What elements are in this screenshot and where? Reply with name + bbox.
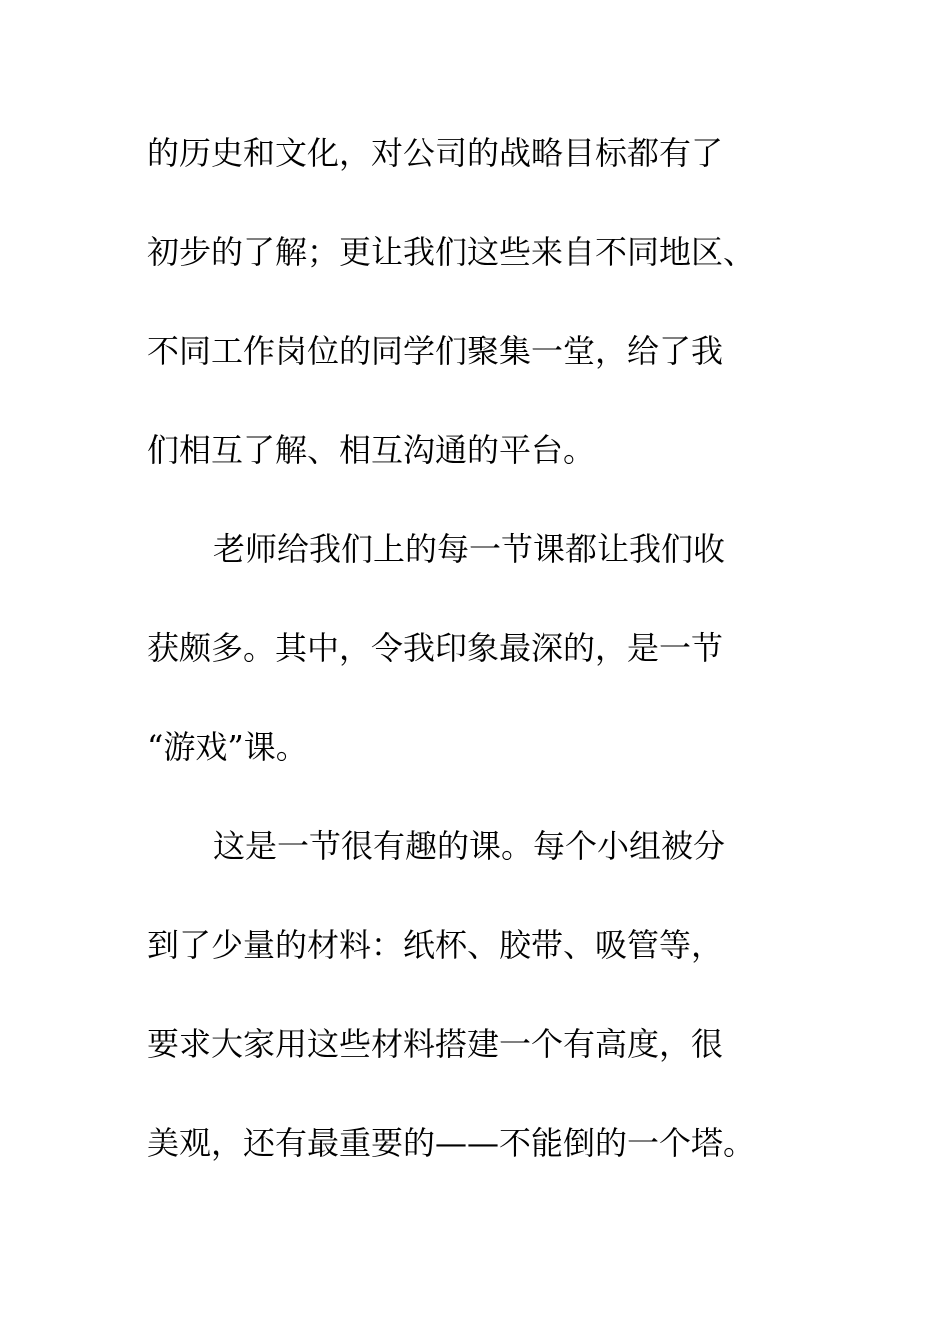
text-line: 美观，还有最重要的——不能倒的一个塔。 xyxy=(147,1124,756,1162)
text-line: 到了少量的材料：纸杯、胶带、吸管等， xyxy=(147,926,724,964)
paragraph-start-line: 老师给我们上的每一节课都让我们收 xyxy=(213,530,726,568)
text-line: 不同工作岗位的同学们聚集一堂，给了我 xyxy=(147,332,724,370)
text-line: 们相互了解、相互沟通的平台。 xyxy=(147,431,596,469)
text-line: “游戏”课。 xyxy=(147,728,308,766)
paragraph-start-line: 这是一节很有趣的课。每个小组被分 xyxy=(213,827,726,865)
text-line: 初步的了解；更让我们这些来自不同地区、 xyxy=(147,233,756,271)
body-text xyxy=(147,125,807,1214)
text-line: 获颇多。其中，令我印象最深的，是一节 xyxy=(147,629,724,667)
text-line: 要求大家用这些材料搭建一个有高度，很 xyxy=(147,1025,724,1063)
text-line: 的历史和文化，对公司的战略目标都有了 xyxy=(147,134,724,172)
